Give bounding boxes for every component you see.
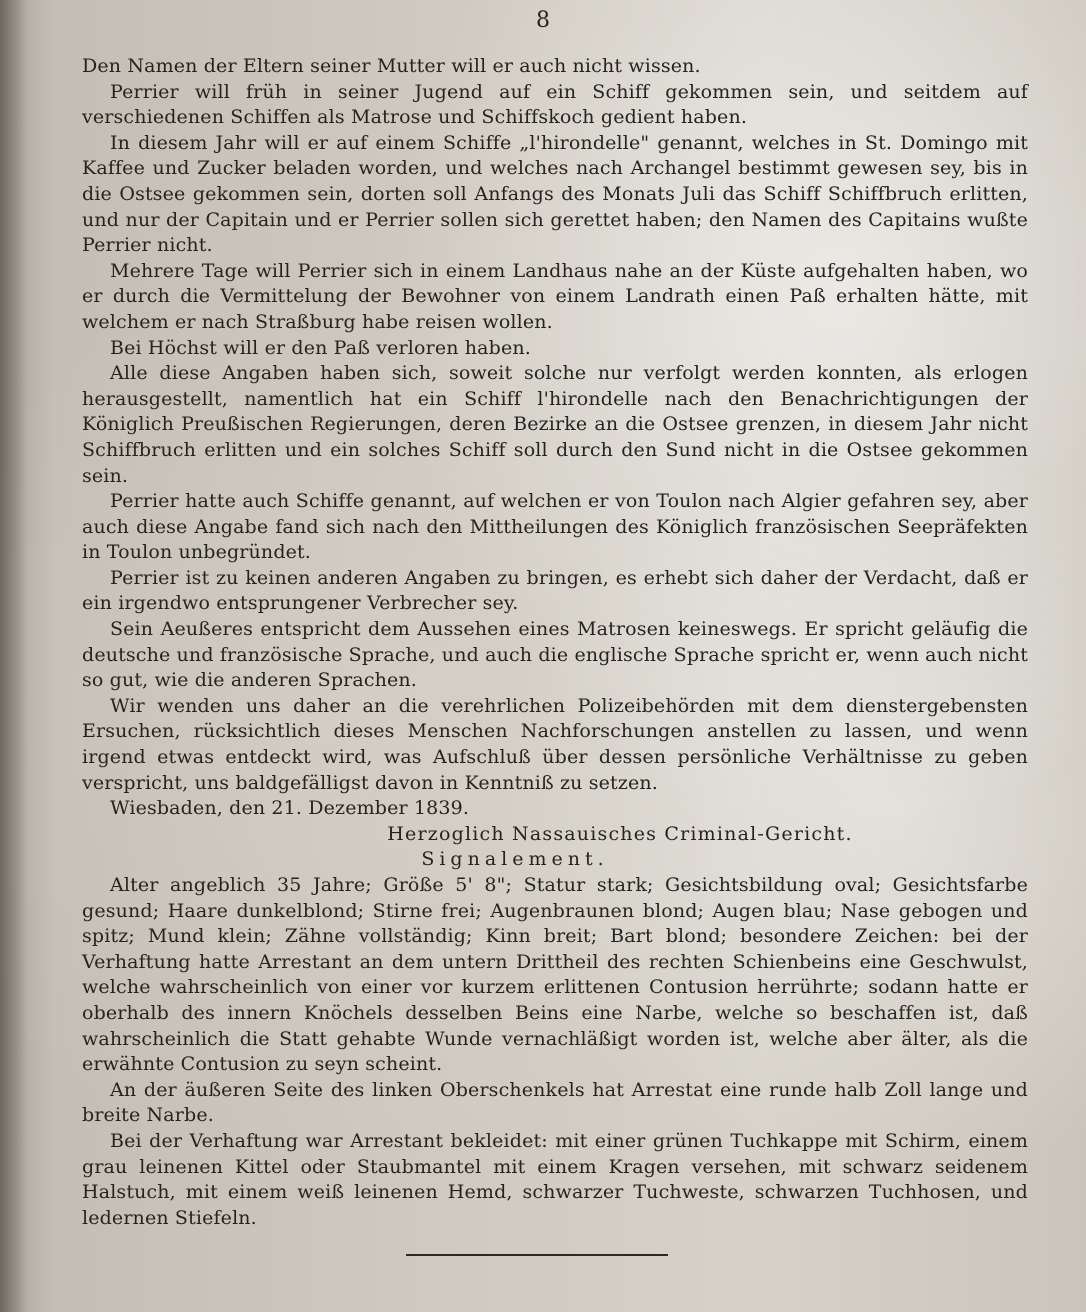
paragraph-statements-false: Alle diese Angaben haben sich, soweit solche nur verfolgt werden konnten, als erlogen herausgestellt, namentlich hat ein Schiff l'hirondelle nach den Benachrichtigungen der Königlich Preußischen Regierungen, deren Bezirke an die Ostsee grenzen, in diesem Jahr nicht Schiffbruch erlitten und ein solches Schiff soll durch den Sund nicht in die Ostsee gekommen sein.: [82, 362, 1028, 487]
closing-rule: [406, 1254, 668, 1256]
paragraph-request: Wir wenden uns daher an die verehrlichen Polizeibehörden mit dem dienstergebensten Ersuchen, rücksichtlich dieses Menschen Nachforschungen anstellen zu lassen, und wenn irgend etwas entdeckt wird, was Aufschluß über dessen persönliche Verhältnisse zu geben verspricht, uns baldgefälligst davon in Kenntniß zu setzen.: [82, 694, 1028, 794]
document-body: [82, 54, 1028, 1231]
signalement-scar: An der äußeren Seite des linken Oberschenkels hat Arrestat eine runde halb Zoll lange und breite Narbe.: [82, 1078, 1028, 1127]
paragraph-landhaus: Mehrere Tage will Perrier sich in einem Landhaus nahe an der Küste aufgehalten haben, wo er durch die Vermittelung der Bewohner von einem Landrath einen Paß erhalten hätte, mit welchem er nach Straßburg habe reisen wollen.: [82, 259, 1028, 333]
paragraph-appearance: Sein Aeußeres entspricht dem Aussehen eines Matrosen keineswegs. Er spricht geläufig die deutsche und französische Sprache, und auch die englische Sprache spricht er, wenn auch nicht so gut, wie die anderen Sprachen.: [82, 618, 1028, 692]
paragraph-shipwreck: In diesem Jahr will er auf einem Schiffe „l'hirondelle" genannt, welches in St. Domingo mit Kaffee und Zucker beladen worden, und welches nach Archangel bestimmt gewesen sey, bis in die Ostsee gekommen sein, dorten soll Anfangs des Monats Juli das Schiff Schiffbruch erlitten, und nur der Capitain und er Perrier sollen sich gerettet haben; den Namen des Capitains wußte Perrier nicht.: [82, 131, 1028, 257]
court-signature: Herzoglich Nassauisches Criminal-Gericht.: [387, 822, 853, 845]
signalement-heading: Signalement.: [421, 848, 609, 871]
paragraph-toulon: Perrier hatte auch Schiffe genannt, auf welchen er von Toulon nach Algier gefahren sey, aber auch diese Angabe fand sich nach den Mittheilungen des Königlich französischen Seepräfekten in Toulon unbegründet.: [82, 490, 1028, 564]
page-edge-shadow: [0, 0, 28, 1312]
paragraph-lost-passport: Bei Höchst will er den Paß verloren haben.: [110, 336, 531, 359]
paragraph-early-life: Perrier will früh in seiner Jugend auf ein Schiff gekommen sein, und seitdem auf verschiedenen Schiffen als Matrose und Schiffskoch gedient haben.: [82, 80, 1028, 129]
paragraph-parents-names: Den Namen der Eltern seiner Mutter will er auch nicht wissen.: [82, 55, 701, 77]
paragraph-place-date: Wiesbaden, den 21. Dezember 1839.: [110, 797, 470, 820]
signalement-clothing: Bei der Verhaftung war Arrestant bekleidet: mit einer grünen Tuchkappe mit Schirm, einem grau leinenen Kittel oder Staubmantel mit einem Kragen versehen, mit schwarz seidenem Halstuch, mit einem weiß leinenen Hemd, schwarzer Tuchweste, schwarzen Tuchhosen, und ledernen Stiefeln.: [82, 1129, 1028, 1229]
page-number: 8: [536, 8, 550, 33]
paragraph-suspicion: Perrier ist zu keinen anderen Angaben zu bringen, es erhebt sich daher der Verdacht, daß er ein irgendwo entsprungener Verbrecher sey.: [82, 566, 1028, 615]
signalement-description: Alter angeblich 35 Jahre; Größe 5' 8"; Statur stark; Gesichtsbildung oval; Gesichtsfarbe gesund; Haare dunkelblond; Stirne frei; Augenbraunen blond; Augen blau; Nase gebogen und spitz; Mund klein; Zähne vollständig; Kinn breit; Bart blond; besondere Zeichen: bei der Verhaftung hatte Arrestant an dem untern Drittheil des rechten Schienbeins eine Geschwulst, welche wahrscheinlich von einer vor kurzem erlittenen Contusion herrührte; sodann hatte er oberhalb des innern Knöchels desselben Beins eine Narbe, welche so beschaffen ist, daß wahrscheinlich die Statt gehabte Wunde vernachläßigt worden ist, welche aber älter, als die erwähnte Contusion zu seyn scheint.: [82, 874, 1028, 1076]
